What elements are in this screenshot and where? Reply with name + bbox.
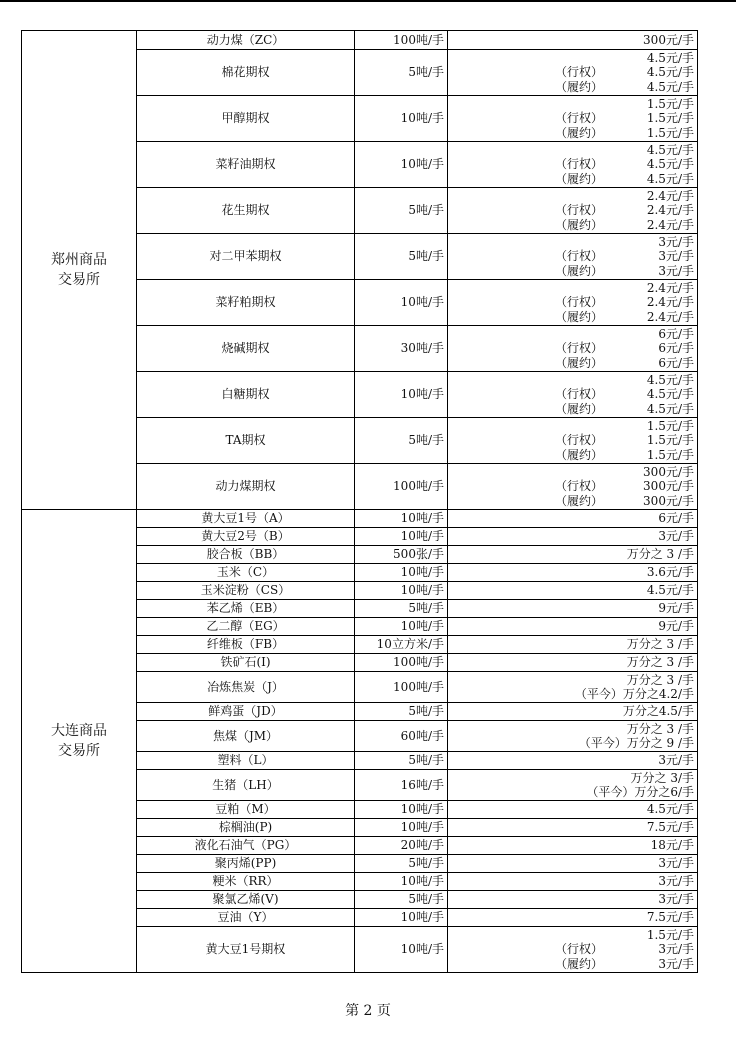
fee-label-perform: （履约） — [555, 447, 604, 462]
fee-cell — [448, 909, 698, 927]
fee-label-perform: （履约） — [555, 263, 604, 278]
fee-value: 3元/手 — [658, 234, 694, 249]
fee-cell — [448, 326, 698, 372]
fee-perform — [451, 80, 694, 95]
product-name: 豆油（Y） — [137, 909, 355, 927]
fee-value: 4.5元/手 — [646, 401, 694, 416]
fee-label-exercise: （行权） — [555, 942, 604, 957]
fee-label-perform: （履约） — [555, 956, 604, 971]
fee-cell — [448, 721, 698, 752]
fee-value: 2.4元/手 — [646, 280, 694, 295]
fee-value: 4.5元/手 — [646, 171, 694, 186]
fee-label-perform: （履约） — [555, 401, 604, 416]
fee-label-exercise: （行权） — [555, 65, 604, 80]
product-name: 玉米（C） — [137, 564, 355, 582]
product-name: 黄大豆1号（A） — [137, 510, 355, 528]
fee-label-exercise: （行权） — [555, 203, 604, 218]
fee-exercise — [451, 157, 694, 172]
fee-cell — [448, 891, 698, 909]
trading-unit: 10吨/手 — [355, 927, 448, 973]
fee-label-perform: （履约） — [555, 171, 604, 186]
trading-unit: 10吨/手 — [355, 909, 448, 927]
trading-unit: 5吨/手 — [355, 600, 448, 618]
fee-cell — [448, 564, 698, 582]
fee-label-exercise: （行权） — [555, 249, 604, 264]
product-name: 烧碱期权 — [137, 326, 355, 372]
fee-value: 300元/手 — [643, 493, 694, 508]
fee-exercise — [451, 65, 694, 80]
fee-cell — [448, 703, 698, 721]
fee-cell — [448, 188, 698, 234]
fee-cell — [448, 418, 698, 464]
product-name: 塑料（L） — [137, 752, 355, 770]
fee-table-body — [22, 31, 698, 973]
fee-cell — [448, 672, 698, 703]
fee-value: 4.5元/手 — [646, 157, 694, 172]
fee-perform — [451, 448, 694, 463]
fee-value: 3元/手 — [658, 956, 694, 971]
product-name: 冶炼焦炭（J） — [137, 672, 355, 703]
fee-label-perform: （履约） — [555, 125, 604, 140]
trading-unit: 10吨/手 — [355, 873, 448, 891]
fee-value: 300元/手 — [643, 464, 694, 479]
fee-value: 6元/手 — [658, 355, 694, 370]
fee-cell — [448, 618, 698, 636]
fee-label-exercise: （行权） — [555, 295, 604, 310]
fee-open — [451, 143, 694, 158]
fee-value: 万分之 3 /手 — [626, 655, 694, 670]
fee-open — [451, 281, 694, 296]
fee-value: 1.5元/手 — [646, 96, 694, 111]
fee-value: 1.5元/手 — [646, 111, 694, 126]
fee-perform — [451, 126, 694, 141]
trading-unit: 30吨/手 — [355, 326, 448, 372]
fee-perform — [451, 310, 694, 325]
fee-value: 2.4元/手 — [646, 188, 694, 203]
product-name: 鲜鸡蛋（JD） — [137, 703, 355, 721]
fee-label-exercise: （行权） — [555, 111, 604, 126]
fee-value: 3元/手 — [658, 942, 694, 957]
trading-unit: 10吨/手 — [355, 801, 448, 819]
fee-exercise — [451, 203, 694, 218]
fee-cell — [448, 372, 698, 418]
fee-label-perform: （履约） — [555, 79, 604, 94]
fee-value: 7.5元/手 — [646, 820, 694, 835]
fee-cell — [448, 636, 698, 654]
fee-value: 7.5元/手 — [646, 910, 694, 925]
fee-label-perform: （履约） — [555, 355, 604, 370]
trading-unit: 100吨/手 — [355, 672, 448, 703]
fee-label-perform: （履约） — [555, 493, 604, 508]
dce-row — [22, 510, 698, 528]
product-name: 动力煤期权 — [137, 464, 355, 510]
fee-value: 万分之 3 /手 — [626, 637, 694, 652]
fee-value: 4.5元/手 — [646, 65, 694, 80]
fee-open — [451, 327, 694, 342]
fee-value: 3元/手 — [658, 753, 694, 768]
fee-cell — [448, 600, 698, 618]
trading-unit: 10吨/手 — [355, 280, 448, 326]
fee-value: 3元/手 — [658, 249, 694, 264]
product-name: 甲醇期权 — [137, 96, 355, 142]
fee-cell — [448, 464, 698, 510]
fee-label-exercise: （行权） — [555, 433, 604, 448]
trading-unit: 5吨/手 — [355, 752, 448, 770]
fee-value: 4.5元/手 — [646, 142, 694, 157]
trading-unit: 10吨/手 — [355, 372, 448, 418]
fee-cell — [448, 50, 698, 96]
fee-perform — [451, 172, 694, 187]
fee-value: 4.5元/手 — [646, 387, 694, 402]
fee-cell — [448, 96, 698, 142]
fee-cell — [448, 801, 698, 819]
product-name: 棉花期权 — [137, 50, 355, 96]
fee-cell — [448, 234, 698, 280]
product-name: 菜籽油期权 — [137, 142, 355, 188]
trading-unit: 5吨/手 — [355, 855, 448, 873]
zce-exchange-name: 郑州商品 交易所 — [22, 31, 137, 510]
fee-value: 1.5元/手 — [646, 447, 694, 462]
fee-value: 万分之 3 /手 — [626, 721, 694, 736]
fee-cell — [448, 770, 698, 801]
fee-value-close-today: （平今）万分之 9 /手 — [578, 736, 694, 750]
fee-value: 3元/手 — [658, 856, 694, 871]
product-name: 苯乙烯（EB） — [137, 600, 355, 618]
fee-cell — [448, 819, 698, 837]
fee-exercise — [451, 479, 694, 494]
fee-label-perform: （履约） — [555, 217, 604, 232]
trading-unit: 10吨/手 — [355, 510, 448, 528]
fee-value: 4.5元/手 — [646, 50, 694, 65]
fee-value: 6元/手 — [658, 341, 694, 356]
fee-value: 万分之4.5/手 — [622, 704, 694, 719]
fee-open — [451, 51, 694, 66]
fee-value: 2.4元/手 — [646, 203, 694, 218]
product-name: 棕榈油(P) — [137, 819, 355, 837]
fee-exercise — [451, 295, 694, 310]
fee-exercise — [451, 111, 694, 126]
fee-cell — [448, 873, 698, 891]
fee-exercise — [451, 942, 694, 957]
trading-unit: 10吨/手 — [355, 528, 448, 546]
fee-perform — [451, 494, 694, 509]
trading-unit: 5吨/手 — [355, 418, 448, 464]
fee-value: 4.5元/手 — [646, 802, 694, 817]
fee-value: 4.5元/手 — [646, 583, 694, 598]
fee-value: 1.5元/手 — [646, 418, 694, 433]
trading-unit: 10吨/手 — [355, 142, 448, 188]
fee-perform — [451, 402, 694, 417]
fee-open — [451, 465, 694, 480]
fee-value: 3元/手 — [658, 529, 694, 544]
trading-unit: 100吨/手 — [355, 31, 448, 50]
fee-cell — [448, 837, 698, 855]
trading-unit: 500张/手 — [355, 546, 448, 564]
trading-unit: 5吨/手 — [355, 891, 448, 909]
fee-cell — [448, 855, 698, 873]
fee-value: 万分之 3 /手 — [626, 672, 694, 687]
product-name: 胶合板（BB） — [137, 546, 355, 564]
fee-value: 3.6元/手 — [646, 565, 694, 580]
product-name: 纤维板（FB） — [137, 636, 355, 654]
fee-perform — [451, 264, 694, 279]
fee-value: 2.4元/手 — [646, 217, 694, 232]
fee-value: 3元/手 — [658, 263, 694, 278]
fee-open — [451, 928, 694, 943]
fee-value: 万分之 3 /手 — [626, 547, 694, 562]
fee-open — [451, 189, 694, 204]
product-name: 液化石油气（PG） — [137, 837, 355, 855]
fee-label-perform: （履约） — [555, 309, 604, 324]
fee-label-exercise: （行权） — [555, 387, 604, 402]
trading-unit: 100吨/手 — [355, 464, 448, 510]
fee-open — [451, 373, 694, 388]
trading-unit: 10吨/手 — [355, 582, 448, 600]
fee-value: 3元/手 — [658, 892, 694, 907]
product-name: 菜籽粕期权 — [137, 280, 355, 326]
dce-exchange-name: 大连商品 交易所 — [22, 510, 137, 973]
trading-unit: 10吨/手 — [355, 96, 448, 142]
fee-table — [21, 30, 698, 973]
product-name: 黄大豆1号期权 — [137, 927, 355, 973]
fee-value: 4.5元/手 — [646, 79, 694, 94]
fee-value: 万分之 3/手 — [630, 770, 694, 785]
product-name: 聚氯乙烯(V) — [137, 891, 355, 909]
product-name: 花生期权 — [137, 188, 355, 234]
product-name: 对二甲苯期权 — [137, 234, 355, 280]
fee-value: 2.4元/手 — [646, 295, 694, 310]
product-name: 聚丙烯(PP) — [137, 855, 355, 873]
fee-perform — [451, 957, 694, 972]
product-name: 生猪（LH） — [137, 770, 355, 801]
fee-value: 1.5元/手 — [646, 125, 694, 140]
fee-perform — [451, 218, 694, 233]
zce-row — [22, 31, 698, 50]
top-rule — [0, 0, 736, 2]
trading-unit: 5吨/手 — [355, 234, 448, 280]
product-name: 白糖期权 — [137, 372, 355, 418]
fee-value: 4.5元/手 — [646, 372, 694, 387]
product-name: 粳米（RR） — [137, 873, 355, 891]
fee-value: 3元/手 — [658, 874, 694, 889]
product-name: 黄大豆2号（B） — [137, 528, 355, 546]
trading-unit: 10吨/手 — [355, 564, 448, 582]
product-name: 动力煤（ZC） — [137, 31, 355, 50]
fee-cell — [448, 582, 698, 600]
fee-value: 1.5元/手 — [646, 927, 694, 942]
fee-exercise — [451, 341, 694, 356]
fee-exercise — [451, 387, 694, 402]
trading-unit: 16吨/手 — [355, 770, 448, 801]
fee-label-exercise: （行权） — [555, 479, 604, 494]
trading-unit: 5吨/手 — [355, 50, 448, 96]
fee-label-exercise: （行权） — [555, 341, 604, 356]
trading-unit: 10吨/手 — [355, 819, 448, 837]
fee-value: 9元/手 — [658, 619, 694, 634]
product-name: TA期权 — [137, 418, 355, 464]
fee-cell — [448, 280, 698, 326]
fee-value: 1.5元/手 — [646, 433, 694, 448]
product-name: 乙二醇（EG） — [137, 618, 355, 636]
fee-exercise — [451, 433, 694, 448]
fee-open — [451, 419, 694, 434]
trading-unit: 20吨/手 — [355, 837, 448, 855]
page-number: 第 2 页 — [345, 1003, 391, 1019]
fee-value: 300元/手 — [643, 479, 694, 494]
trading-unit: 10立方米/手 — [355, 636, 448, 654]
fee-value: 9元/手 — [658, 601, 694, 616]
fee-cell — [448, 546, 698, 564]
trading-unit: 5吨/手 — [355, 188, 448, 234]
fee-value-close-today: （平今）万分之4.2/手 — [574, 687, 694, 701]
trading-unit: 100吨/手 — [355, 654, 448, 672]
fee-cell — [448, 31, 698, 50]
fee-label-exercise: （行权） — [555, 157, 604, 172]
fee-cell — [448, 528, 698, 546]
product-name: 豆粕（M） — [137, 801, 355, 819]
fee-cell — [448, 142, 698, 188]
fee-value: 6元/手 — [658, 511, 694, 526]
fee-value: 300元/手 — [643, 32, 694, 47]
fee-cell — [448, 927, 698, 973]
trading-unit: 5吨/手 — [355, 703, 448, 721]
product-name: 焦煤（JM） — [137, 721, 355, 752]
fee-exercise — [451, 249, 694, 264]
fee-cell — [448, 654, 698, 672]
fee-value: 18元/手 — [650, 838, 694, 853]
trading-unit: 60吨/手 — [355, 721, 448, 752]
fee-perform — [451, 356, 694, 371]
fee-open — [451, 97, 694, 112]
fee-cell — [448, 510, 698, 528]
fee-value-close-today: （平今）万分之6/手 — [586, 785, 694, 799]
fee-value: 6元/手 — [658, 326, 694, 341]
fee-cell — [448, 752, 698, 770]
product-name: 玉米淀粉（CS） — [137, 582, 355, 600]
product-name: 铁矿石(I) — [137, 654, 355, 672]
trading-unit: 10吨/手 — [355, 618, 448, 636]
fee-value: 2.4元/手 — [646, 309, 694, 324]
fee-open — [451, 235, 694, 250]
